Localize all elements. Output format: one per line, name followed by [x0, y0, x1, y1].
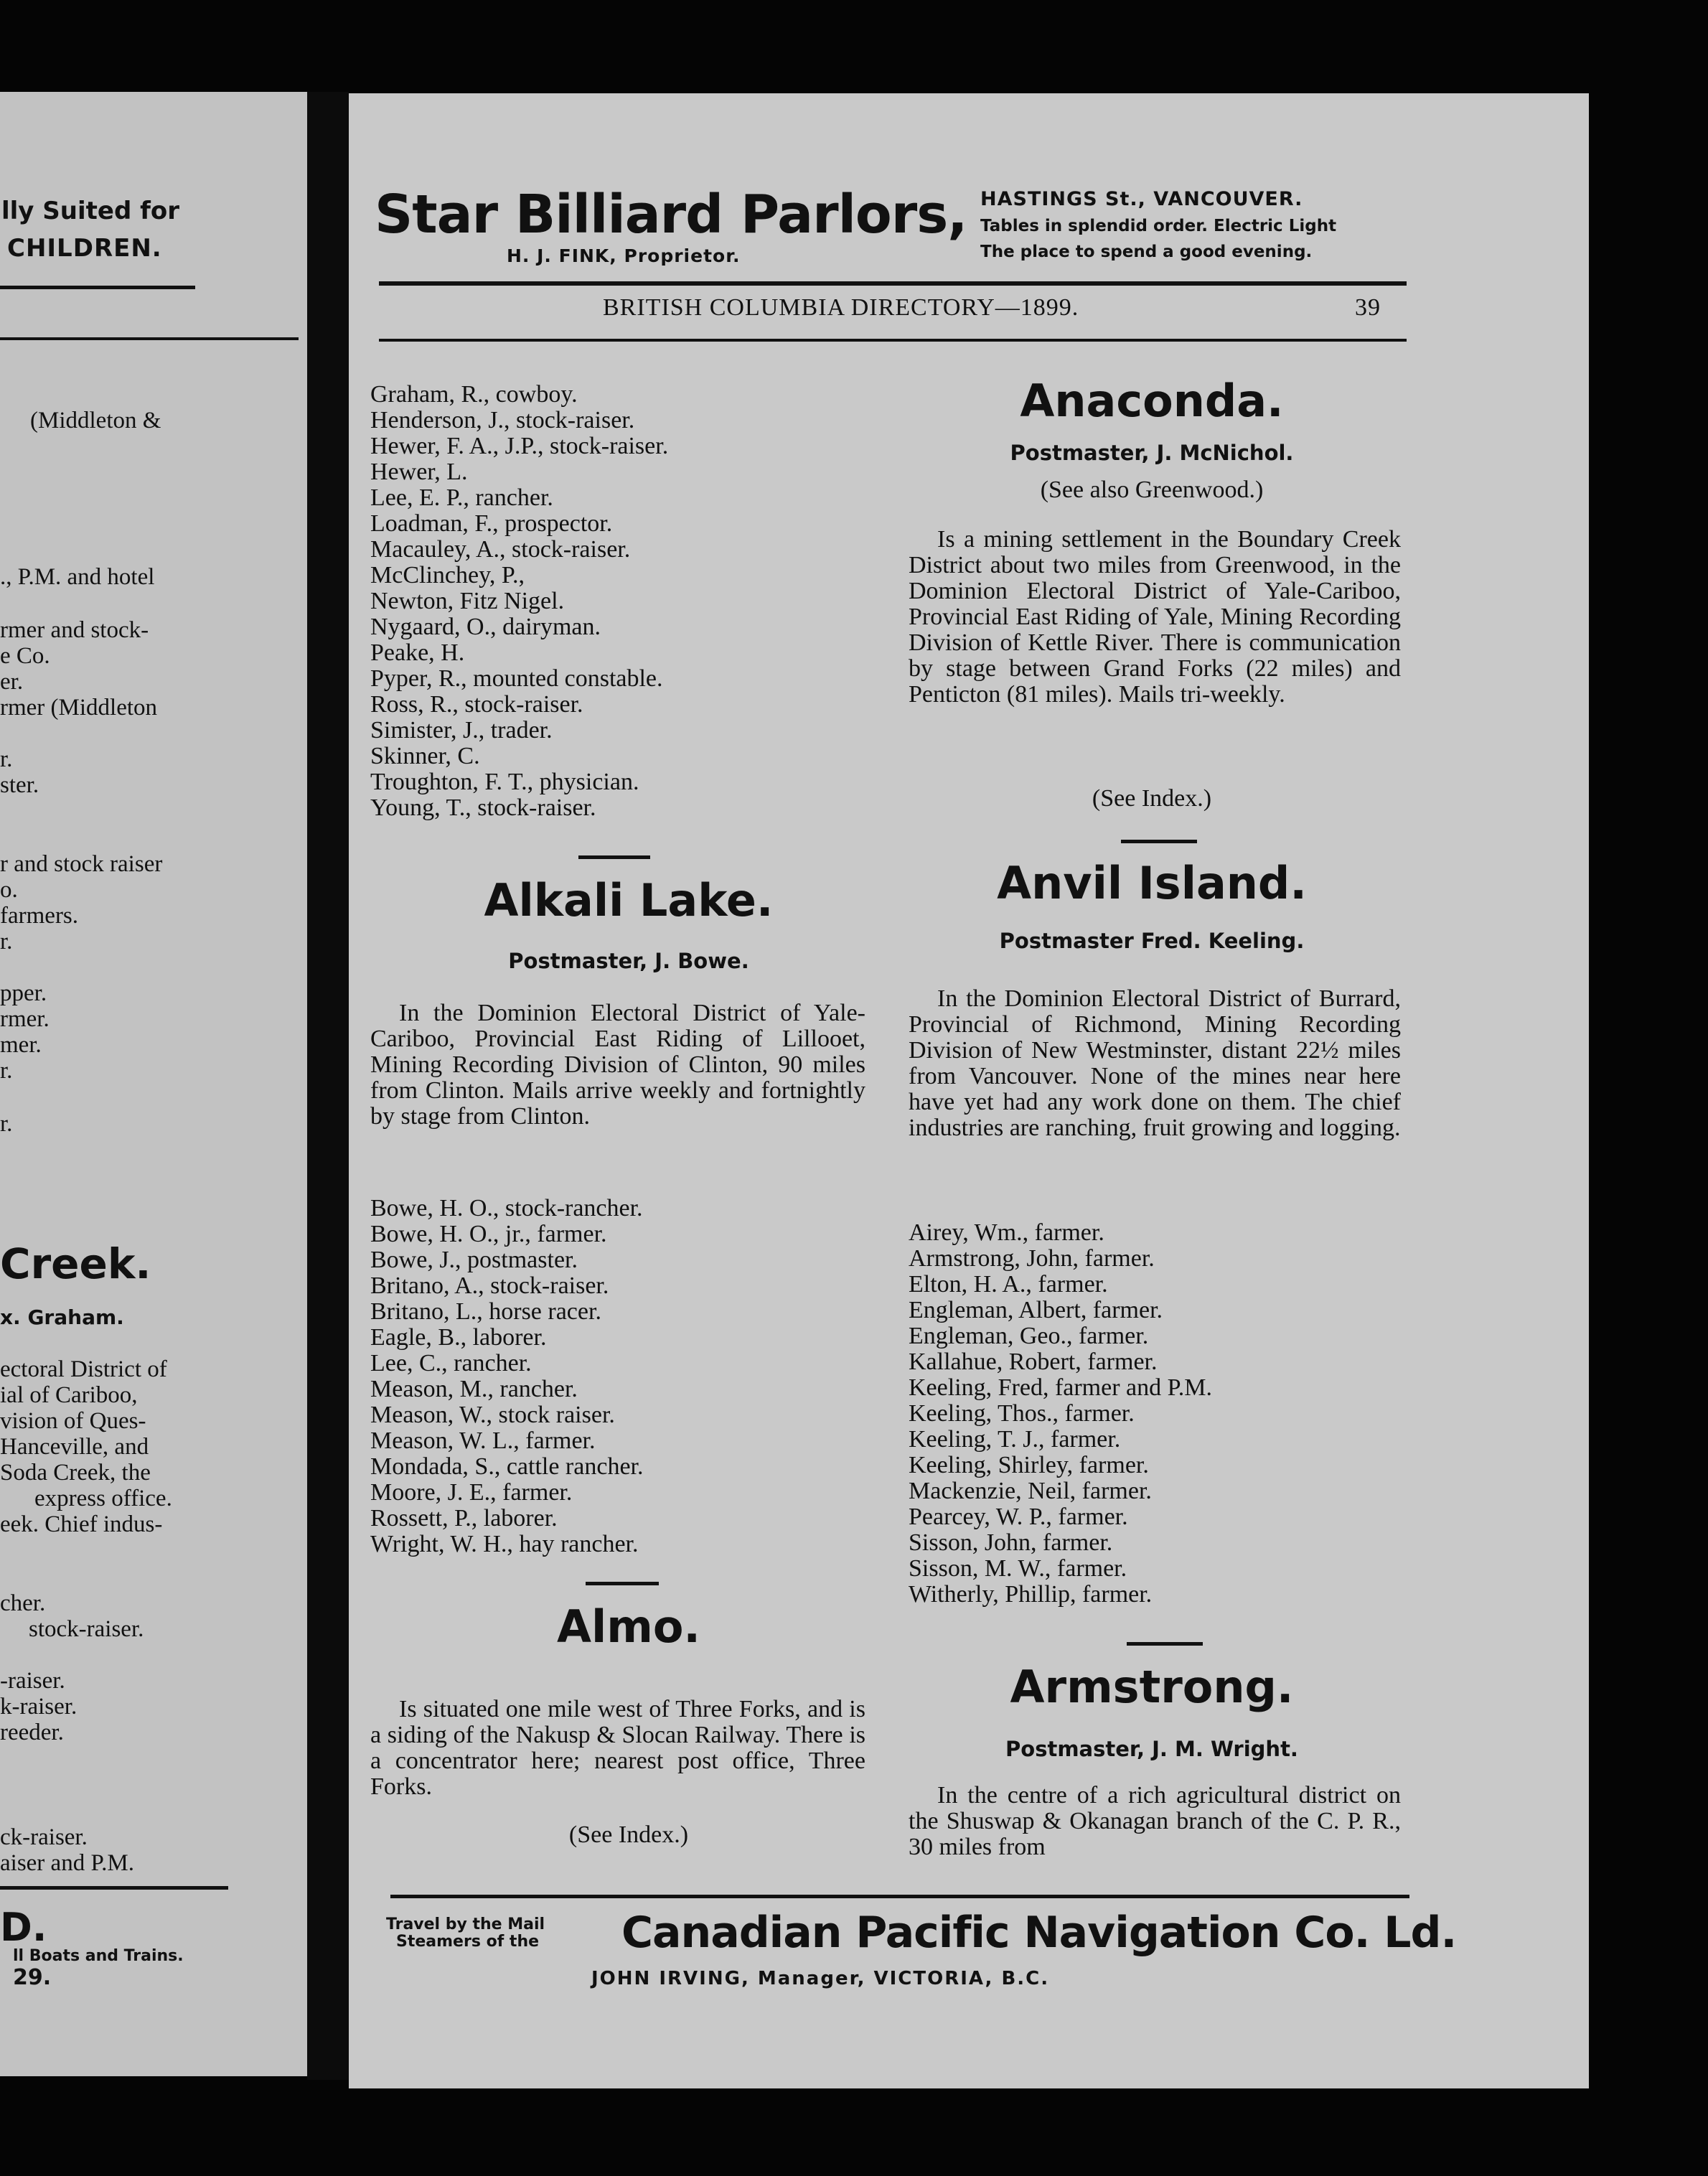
section-heading-armstrong: Armstrong. — [1010, 1661, 1294, 1713]
left-page-line: r. — [0, 746, 13, 772]
left-page-line: aiser and P.M. — [0, 1850, 134, 1876]
list-item: Troughton, F. T., physician. — [370, 769, 639, 795]
list-item: Pyper, R., mounted constable. — [370, 665, 663, 692]
list-item: Ross, R., stock-raiser. — [370, 691, 583, 718]
list-item: Lee, C., rancher. — [370, 1350, 532, 1377]
header-rule — [379, 281, 1407, 286]
list-item: Engleman, Geo., farmer. — [909, 1323, 1149, 1349]
list-item: Graham, R., cowboy. — [370, 381, 578, 408]
left-page-line: pper. — [0, 980, 47, 1006]
list-item: Engleman, Albert, farmer. — [909, 1297, 1163, 1323]
section-divider — [586, 1582, 659, 1585]
left-page-line: D. — [0, 1905, 47, 1950]
footer-travel-line-2: Steamers of the — [396, 1933, 540, 1951]
postmaster-anvil-island: Postmaster Fred. Keeling. — [999, 929, 1305, 953]
list-item: Elton, H. A., farmer. — [909, 1271, 1108, 1298]
left-page-line: -raiser. — [0, 1668, 65, 1694]
book-gutter — [307, 92, 349, 2080]
list-item: Keeling, Shirley, farmer. — [909, 1452, 1149, 1478]
left-page-line: ll Boats and Trains. — [13, 1947, 184, 1965]
list-item: Moore, J. E., farmer. — [370, 1479, 573, 1506]
list-item: Pearcey, W. P., farmer. — [909, 1504, 1128, 1530]
left-page-line: ial of Cariboo, — [0, 1382, 138, 1408]
running-head-rule — [379, 339, 1407, 342]
left-page-line: eek. Chief indus- — [0, 1511, 163, 1537]
section-heading-alkali-lake: Alkali Lake. — [484, 874, 774, 927]
list-item: Keeling, T. J., farmer. — [909, 1426, 1121, 1453]
header-tagline-2: The place to spend a good evening. — [980, 243, 1313, 261]
left-page-rule — [0, 337, 299, 340]
list-item: Mackenzie, Neil, farmer. — [909, 1478, 1152, 1504]
list-item: Sisson, John, farmer. — [909, 1529, 1113, 1556]
left-page-heading: Creek. — [0, 1239, 151, 1288]
footer-company: Canadian Pacific Navigation Co. Ld. — [621, 1908, 1457, 1958]
resident-list-alkali-lake — [370, 1196, 887, 1557]
left-page-line: Soda Creek, the — [0, 1460, 151, 1486]
postmaster-alkali-lake: Postmaster, J. Bowe. — [508, 949, 749, 973]
left-page-line: r. — [0, 929, 13, 955]
resident-list-top — [370, 382, 887, 821]
list-item: McClinchey, P., — [370, 562, 525, 588]
left-page-line: rmer. — [0, 1006, 50, 1032]
list-item: Wright, W. H., hay rancher. — [370, 1531, 639, 1557]
left-page-line: r. — [0, 1058, 13, 1084]
list-item: Britano, L., horse racer. — [370, 1298, 601, 1325]
directory-page — [349, 93, 1589, 2088]
left-page-line: ster. — [0, 772, 39, 798]
left-page-line: rmer (Middleton — [0, 695, 158, 721]
list-item: Armstrong, John, farmer. — [909, 1245, 1155, 1272]
footer-manager: JOHN IRVING, Manager, VICTORIA, B.C. — [591, 1968, 1050, 1989]
description-almo: Is situated one mile west of Three Forks, and is a siding of the Nakusp & Slocan Railway. There is a concentrator here; nearest post office, Three Forks. — [370, 1696, 865, 1800]
see-index-anaconda: (See Index.) — [1092, 785, 1212, 812]
list-item: Airey, Wm., farmer. — [909, 1219, 1104, 1246]
description-armstrong: In the centre of a rich agricultural district on the Shuswap & Okanagan branch of the C. P. R., 30 miles from — [909, 1782, 1401, 1860]
list-item: Meason, M., rancher. — [370, 1376, 578, 1402]
list-item: Meason, W. L., farmer. — [370, 1427, 596, 1454]
left-page-line: r. — [0, 1111, 13, 1137]
footer-rule — [390, 1895, 1409, 1898]
list-item: Simister, J., trader. — [370, 717, 553, 744]
header-tagline-1: Tables in splendid order. Electric Light — [980, 217, 1337, 235]
left-page-line: Hanceville, and — [0, 1434, 149, 1460]
left-page-line: reeder. — [0, 1720, 64, 1745]
list-item: Skinner, C. — [370, 743, 480, 769]
header-title: Star Billiard Parlors, — [375, 184, 967, 245]
list-item: Rossett, P., laborer. — [370, 1505, 558, 1532]
section-divider — [578, 855, 650, 859]
left-page-line: vision of Ques- — [0, 1408, 146, 1434]
section-divider — [1127, 1642, 1203, 1646]
left-page-line: lly Suited for — [1, 197, 180, 225]
list-item: Keeling, Thos., farmer. — [909, 1400, 1135, 1427]
left-page-rule — [0, 286, 195, 289]
left-page-line: k-raiser. — [0, 1694, 78, 1720]
left-page-line: o. — [0, 877, 18, 903]
left-page-rule — [0, 1886, 228, 1890]
list-item: Kallahue, Robert, farmer. — [909, 1349, 1158, 1375]
see-also-anaconda: (See also Greenwood.) — [1040, 477, 1264, 503]
list-item: Young, T., stock-raiser. — [370, 794, 596, 821]
list-item: Britano, A., stock-raiser. — [370, 1272, 609, 1299]
section-heading-anaconda: Anaconda. — [1020, 375, 1284, 427]
section-heading-almo: Almo. — [557, 1600, 700, 1653]
list-item: Sisson, M. W., farmer. — [909, 1555, 1127, 1582]
page-number: 39 — [1355, 294, 1381, 321]
list-item: Peake, H. — [370, 639, 465, 666]
description-anvil-island: In the Dominion Electoral District of Burrard, Provincial of Richmond, Mining Recording Division of New Westminster, distant 22½ miles from Vancouver. None of the mines near here have yet had any work done on them. The chief industries are ranching, fruit growing and logging. — [909, 985, 1401, 1141]
postmaster-anaconda: Postmaster, J. McNichol. — [1010, 441, 1294, 465]
list-item: Eagle, B., laborer. — [370, 1324, 547, 1351]
left-page-line: stock-raiser. — [29, 1616, 144, 1642]
left-page-line: (Middleton & — [30, 408, 161, 433]
list-item: Hewer, F. A., J.P., stock-raiser. — [370, 433, 669, 459]
list-item: Nygaard, O., dairyman. — [370, 614, 601, 640]
left-page-line: express office. — [34, 1486, 172, 1511]
left-page-line: ., P.M. and hotel — [0, 564, 155, 590]
list-item: Bowe, J., postmaster. — [370, 1247, 578, 1273]
left-page-line: ck-raiser. — [0, 1824, 88, 1850]
list-item: Bowe, H. O., stock-rancher. — [370, 1195, 643, 1221]
list-item: Mondada, S., cattle rancher. — [370, 1453, 644, 1480]
left-page-line: e Co. — [0, 643, 50, 669]
left-page-line: er. — [0, 669, 24, 695]
section-divider — [1121, 840, 1197, 843]
list-item: Witherly, Phillip, farmer. — [909, 1581, 1153, 1608]
header-proprietor: H. J. FINK, Proprietor. — [507, 245, 741, 266]
left-page-line: 29. — [13, 1965, 52, 1990]
left-page-postmaster: x. Graham. — [0, 1305, 124, 1329]
left-page-line: farmers. — [0, 903, 79, 929]
left-page-line: cher. — [0, 1590, 46, 1616]
left-page-line: rmer and stock- — [0, 617, 149, 643]
left-page-line: mer. — [0, 1032, 42, 1058]
description-anaconda: Is a mining settlement in the Boundary Creek District about two miles from Greenwood, in the Dominion Electoral District of Yale-Cariboo, Provincial East Riding of Yale, Mining Recording Division of Kettle River. There is communication by stage between Grand Forks (22 miles) and Penticton (81 miles). Mails tri-weekly. — [909, 526, 1401, 708]
list-item: Keeling, Fred, farmer and P.M. — [909, 1374, 1213, 1401]
header-address: HASTINGS St., VANCOUVER. — [980, 188, 1303, 210]
previous-page-fragment — [0, 92, 307, 2076]
list-item: Loadman, F., prospector. — [370, 510, 613, 537]
left-page-line: ectoral District of — [0, 1356, 167, 1382]
left-page-line: CHILDREN. — [7, 234, 162, 263]
list-item: Henderson, J., stock-raiser. — [370, 407, 635, 433]
footer-travel-line-1: Travel by the Mail — [386, 1915, 545, 1933]
left-page-line: r and stock raiser — [0, 851, 163, 877]
description-alkali-lake: In the Dominion Electoral District of Yale-Cariboo, Provincial East Riding of Lillooet, Mining Recording Division of Clinton, 90 miles from Clinton. Mails arrive weekly and fortnightly by stage from Clinton. — [370, 1000, 865, 1130]
running-head-title: BRITISH COLUMBIA DIRECTORY—1899. — [603, 294, 1079, 321]
see-index-almo: (See Index.) — [568, 1821, 689, 1848]
list-item: Bowe, H. O., jr., farmer. — [370, 1221, 607, 1247]
list-item: Hewer, L. — [370, 459, 468, 485]
resident-list-anvil-island — [909, 1220, 1401, 1608]
list-item: Macauley, A., stock-raiser. — [370, 536, 631, 563]
list-item: Newton, Fitz Nigel. — [370, 588, 565, 614]
list-item: Lee, E. P., rancher. — [370, 484, 553, 511]
list-item: Meason, W., stock raiser. — [370, 1402, 615, 1428]
section-heading-anvil-island: Anvil Island. — [997, 857, 1307, 909]
postmaster-armstrong: Postmaster, J. M. Wright. — [1005, 1737, 1298, 1761]
